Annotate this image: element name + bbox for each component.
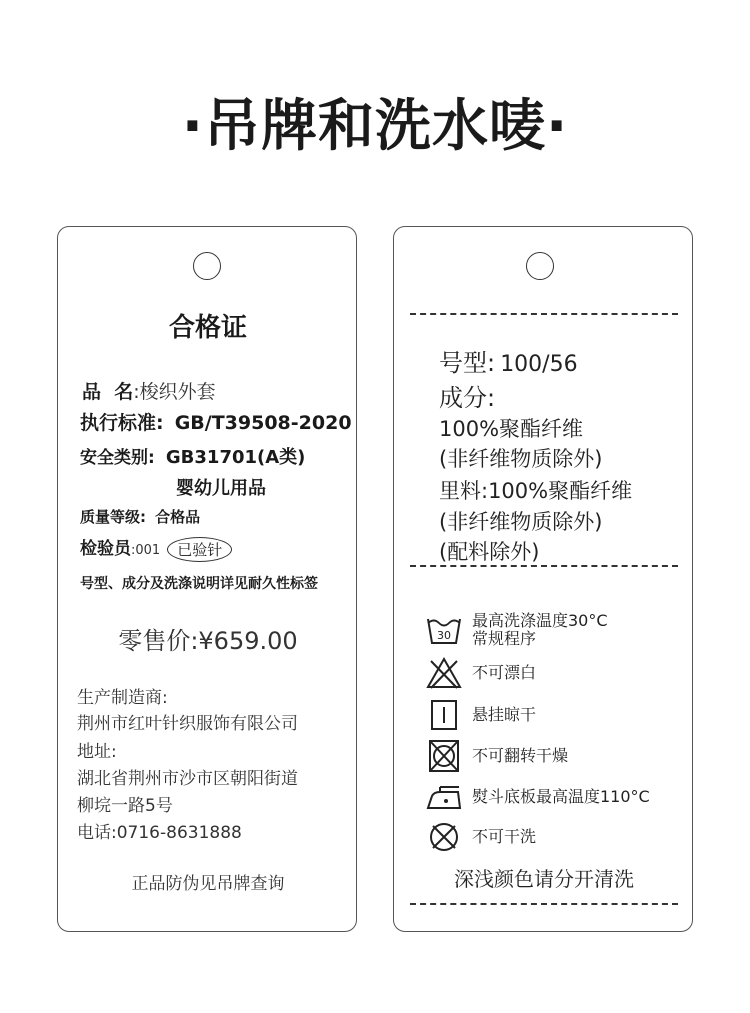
inspector-value: :001 <box>131 543 161 558</box>
care-text-wash-1: 最高洗涤温度30°C <box>472 611 608 630</box>
iron-110-icon <box>426 780 462 814</box>
manufacturer-label: 生产制造商: <box>77 688 168 708</box>
label-note: 号型、成分及洗涤说明详见耐久性标签 <box>80 576 318 592</box>
care-text-wash-2: 常规程序 <box>472 629 537 648</box>
grade-value: 合格品 <box>155 508 201 526</box>
line-dry-icon <box>426 698 462 732</box>
inspector-row <box>80 534 232 562</box>
inspector-label: 检验员 <box>80 539 131 559</box>
certificate-title: 合格证 <box>168 313 247 343</box>
composition-line-1: 100%聚酯纤维 <box>439 417 584 441</box>
care-item-iron <box>426 779 650 815</box>
manufacturer-value: 荆州市红叶针织服饰有限公司 <box>77 714 298 734</box>
dashed-divider <box>410 903 678 905</box>
lining-line-2: (非纤维物质除外) <box>439 510 603 534</box>
dashed-divider <box>410 565 678 567</box>
care-text-bleach: 不可漂白 <box>472 663 537 682</box>
size-value: 100/56 <box>500 352 578 377</box>
safety-label: 安全类别: <box>80 448 155 468</box>
wash-note: 深浅颜色请分开清洗 <box>454 867 634 891</box>
care-text-dryclean: 不可干洗 <box>472 827 537 846</box>
care-text-tumble: 不可翻转干燥 <box>472 746 569 765</box>
tag-hole <box>193 252 221 280</box>
composition-label: 成分: <box>439 384 496 412</box>
product-name-value: :梭织外套 <box>133 381 216 403</box>
standard-value: GB/T39508-2020 <box>174 412 352 434</box>
anti-counterfeit-note: 正品防伪见吊牌查询 <box>131 874 285 894</box>
product-name-label: 品 名 <box>82 381 134 403</box>
product-name-row <box>82 377 216 404</box>
size-row <box>439 343 578 378</box>
safety-value-2: 婴幼儿用品 <box>176 478 266 499</box>
lining-line-3: (配料除外) <box>439 540 540 564</box>
address-label: 地址: <box>77 742 117 762</box>
retail-price: 零售价:¥659.00 <box>118 627 298 655</box>
care-item-bleach <box>426 655 536 691</box>
grade-label: 质量等级: <box>80 508 146 526</box>
standard-row <box>80 408 352 435</box>
care-item-dry <box>426 697 536 733</box>
no-tumble-dry-icon <box>426 739 462 773</box>
lining-line-1: 里料:100%聚酯纤维 <box>439 479 633 503</box>
no-dry-clean-icon <box>426 820 462 854</box>
grade-row <box>80 506 200 527</box>
dashed-divider <box>410 313 678 315</box>
composition-line-2: (非纤维物质除外) <box>439 447 603 471</box>
wash-30-icon <box>426 613 462 647</box>
address-line-2: 柳垸一路5号 <box>77 796 173 816</box>
care-text-iron: 熨斗底板最高温度110°C <box>472 787 650 806</box>
no-bleach-icon <box>426 656 462 690</box>
phone: 电话:0716-8631888 <box>77 823 242 843</box>
svg-text:30: 30 <box>437 629 451 642</box>
care-item-dryclean <box>426 819 536 855</box>
inspection-stamp: 已验针 <box>167 537 232 562</box>
standard-label: 执行标准: <box>80 412 164 434</box>
care-item-tumble <box>426 738 568 774</box>
tag-hole <box>526 252 554 280</box>
certificate-tag <box>57 226 357 932</box>
care-text-dry: 悬挂晾干 <box>472 705 537 724</box>
safety-row <box>80 443 305 469</box>
safety-value: GB31701(A类) <box>165 447 306 468</box>
care-item-wash <box>426 612 608 648</box>
page-title: ·吊牌和洗水唛· <box>181 94 569 159</box>
address-line-1: 湖北省荆州市沙市区朝阳街道 <box>77 769 298 789</box>
size-label: 号型: <box>439 349 496 377</box>
care-label-tag <box>393 226 693 932</box>
